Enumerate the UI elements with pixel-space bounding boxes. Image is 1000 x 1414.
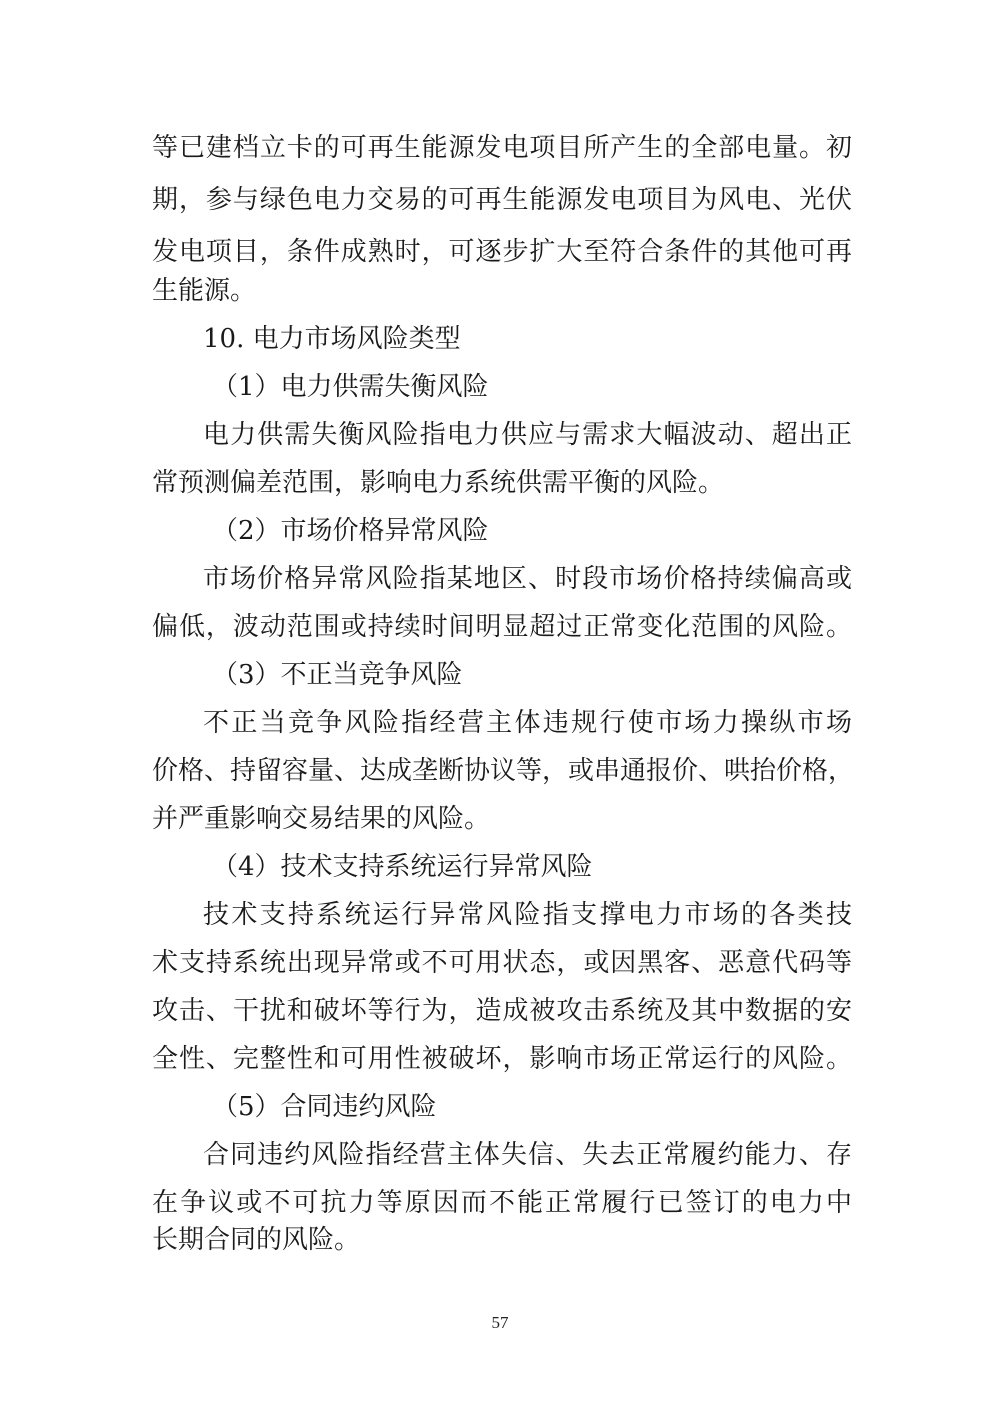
paragraph-line: 价格、持留容量、达成垄断协议等，或串通报价、哄抬价格， [152,756,855,786]
paragraph-line: 电力供需失衡风险指电力供应与需求大幅波动、超出正 [203,420,852,450]
paragraph-line: 发电项目，条件成熟时，可逐步扩大至符合条件的其他可再 [152,237,852,267]
paragraph-line: 全性、完整性和可用性被破坏，影响市场正常运行的风险。 [152,1044,852,1074]
page-number: 57 [491,1313,509,1332]
subsection-title: （5）合同违约风险 [212,1092,437,1122]
paragraph-line: 技术支持系统运行异常风险指支撑电力市场的各类技 [203,900,852,930]
paragraph-line: 常预测偏差范围，影响电力系统供需平衡的风险。 [152,468,725,498]
paragraph-line: 偏低，波动范围或持续时间明显超过正常变化范围的风险。 [152,612,852,642]
paragraph-line: 市场价格异常风险指某地区、时段市场价格持续偏高或 [203,564,852,594]
subsection-title: （4）技术支持系统运行异常风险 [212,852,593,882]
paragraph-line: 等已建档立卡的可再生能源发电项目所产生的全部电量。初 [152,133,852,163]
paragraph-line: 合同违约风险指经营主体失信、失去正常履约能力、存 [203,1140,852,1170]
section-heading: 10. 电力市场风险类型 [203,324,461,354]
paragraph-line: 不正当竞争风险指经营主体违规行使市场力操纵市场 [203,708,852,738]
subsection-title: （3）不正当竞争风险 [212,660,463,690]
paragraph-line: 术支持系统出现异常或不可用状态，或因黑客、恶意代码等 [152,948,852,978]
paragraph-line: 生能源。 [152,276,257,306]
subsection-title: （1）电力供需失衡风险 [212,372,489,402]
subsection-title: （2）市场价格异常风险 [212,516,489,546]
paragraph-line: 期，参与绿色电力交易的可再生能源发电项目为风电、光伏 [152,185,852,215]
paragraph-line: 在争议或不可抗力等原因而不能正常履行已签订的电力中 [152,1188,852,1218]
paragraph-line: 攻击、干扰和破坏等行为，造成被攻击系统及其中数据的安 [152,996,852,1026]
paragraph-line: 并严重影响交易结果的风险。 [152,804,491,834]
paragraph-line: 长期合同的风险。 [152,1225,361,1255]
